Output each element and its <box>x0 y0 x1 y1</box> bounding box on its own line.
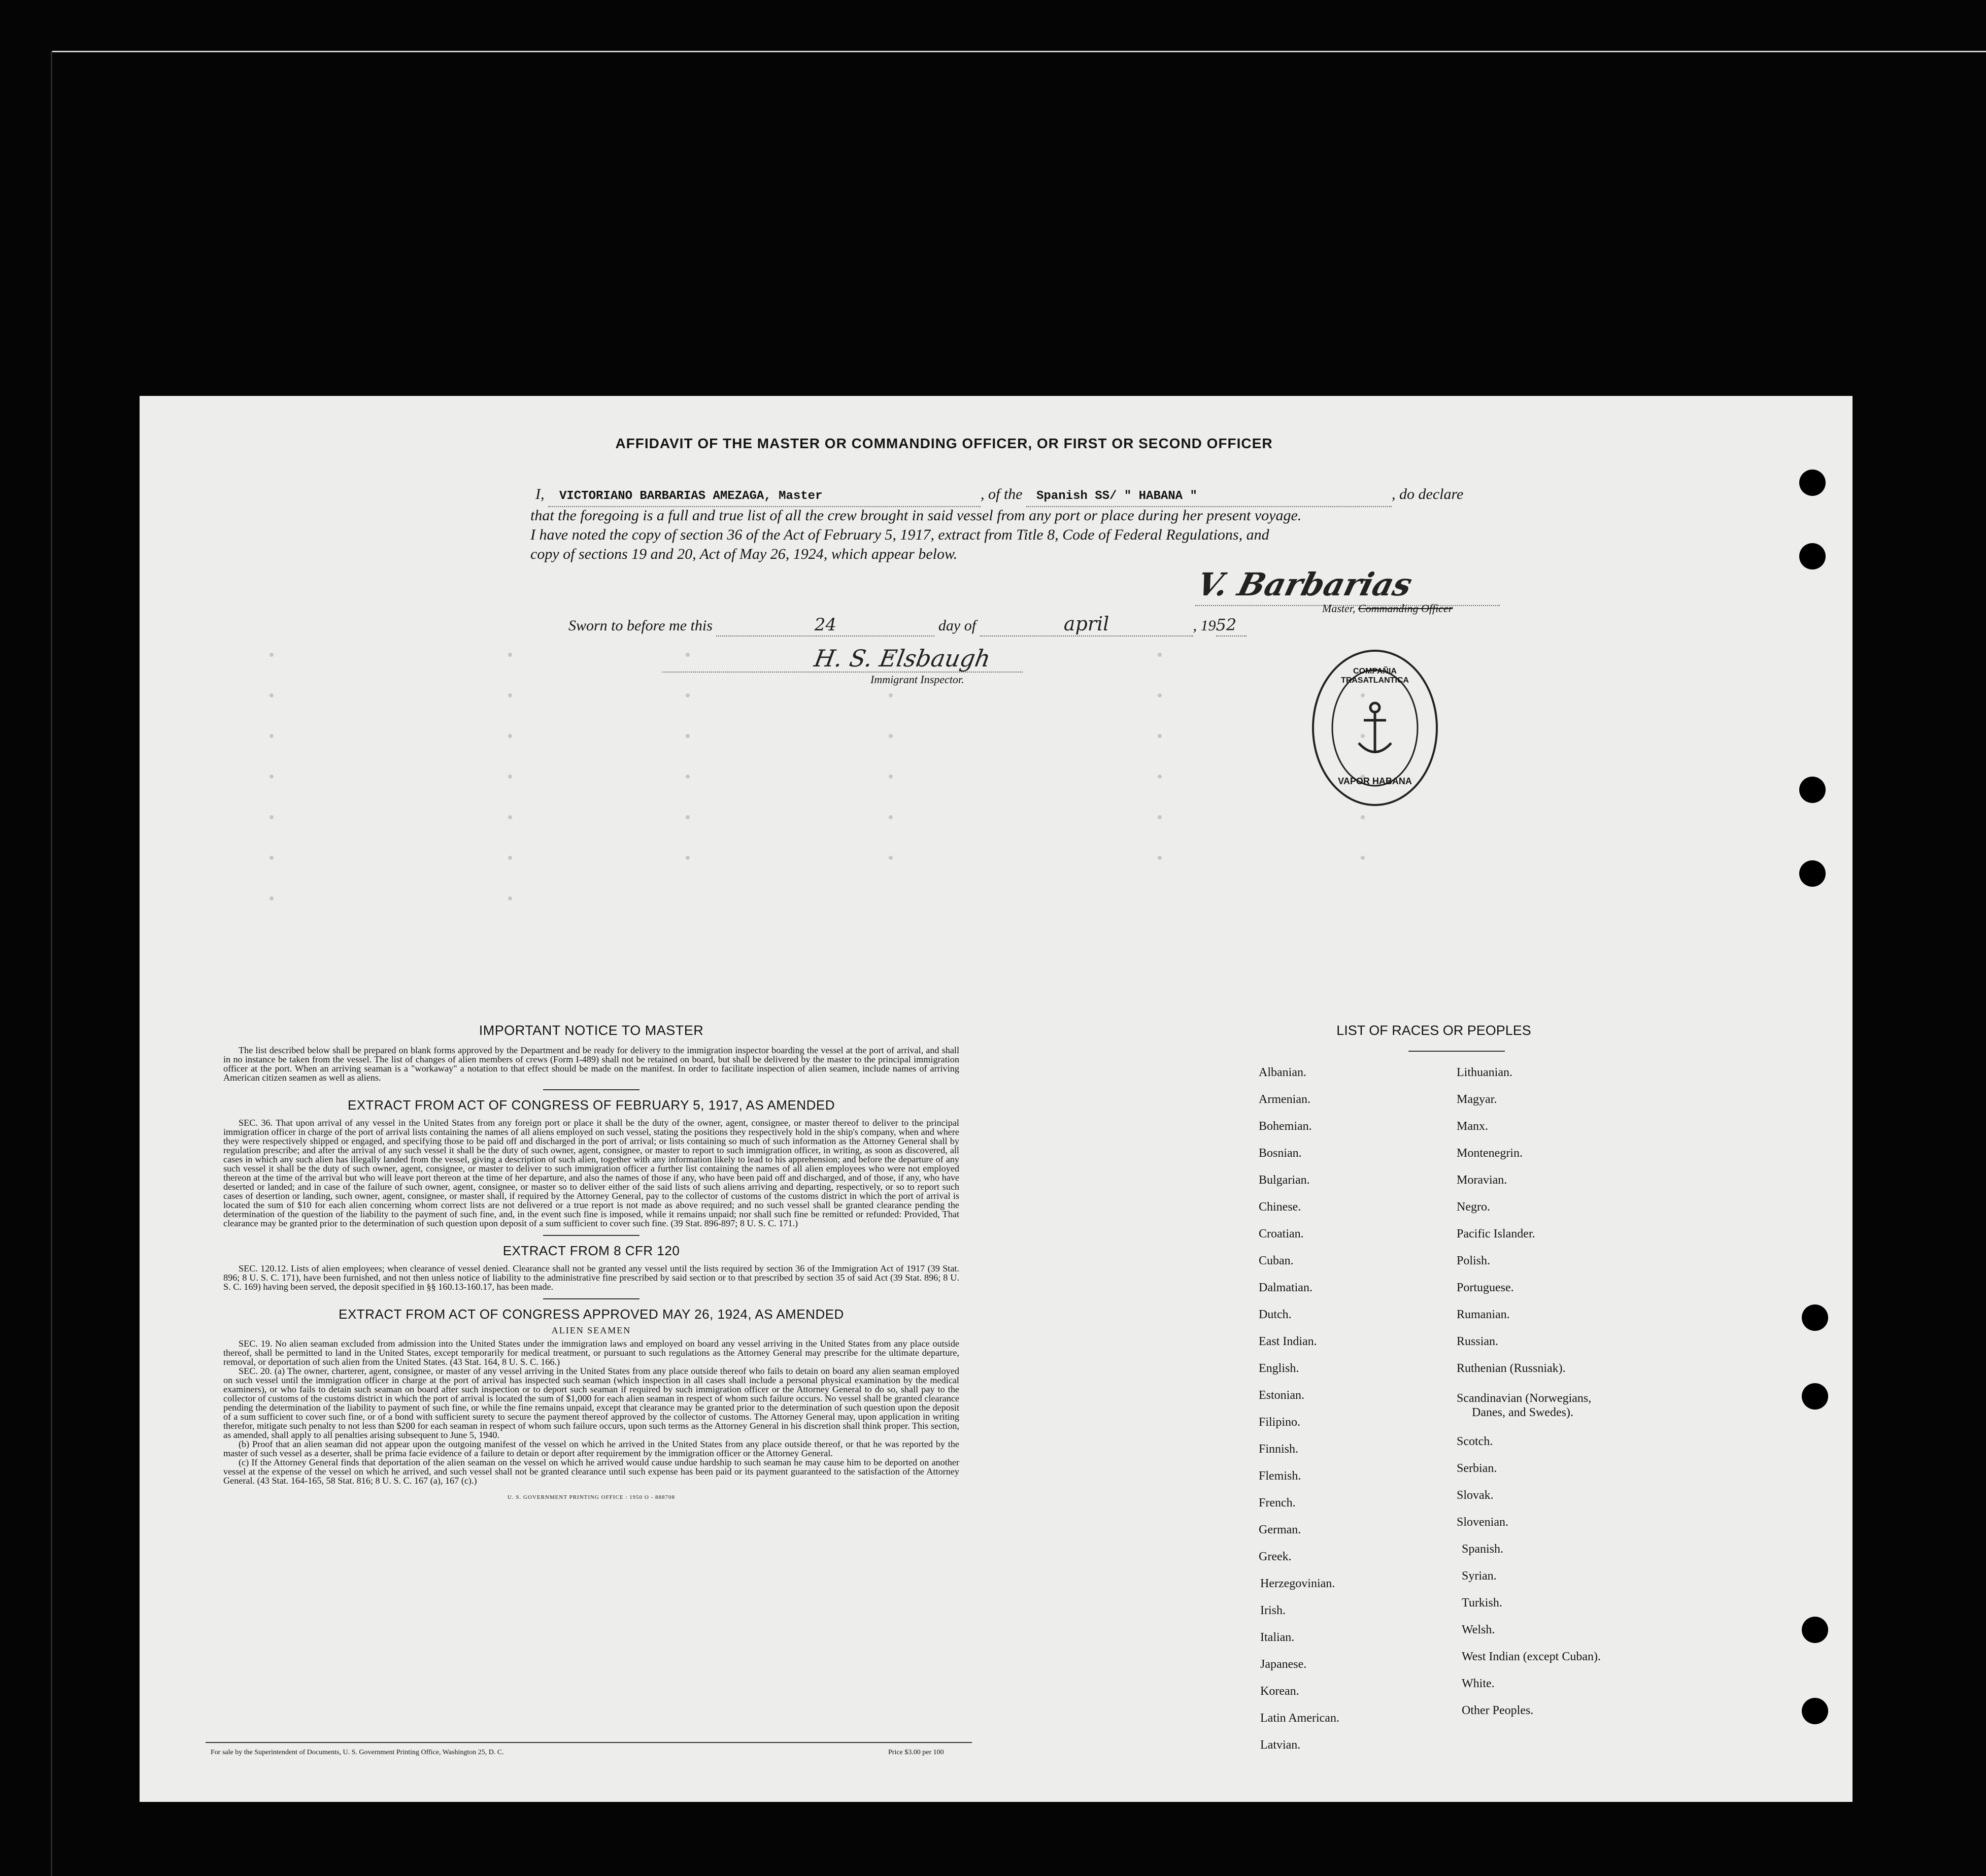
signature-caption-master: Master, <box>1322 602 1356 615</box>
race-item: Flemish. <box>1259 1469 1301 1483</box>
race-item: Moravian. <box>1457 1174 1507 1187</box>
race-item: Serbian. <box>1457 1462 1497 1475</box>
race-item: Filipino. <box>1259 1416 1301 1429</box>
punch-hole <box>1799 777 1826 803</box>
stamp-top-text: COMPAÑIA TRASATLANTICA <box>1341 667 1409 685</box>
race-item: Manx. <box>1457 1120 1488 1133</box>
race-item: Portuguese. <box>1457 1281 1514 1294</box>
race-item: Ruthenian (Russniak). <box>1457 1362 1566 1375</box>
extract-1924-sec20b: (b) Proof that an alien seaman did not appear upon the outgoing manifest of the vessel on which he arrived in the United States from any place outside thereof, or that he was reported by the master of such vessel as a deserter, shall be prima facie evidence of a failure to detain or deport after requirement by the immigration officer or the Attorney General. <box>223 1439 959 1458</box>
race-item: Albanian. <box>1259 1066 1306 1079</box>
race-item: Scotch. <box>1457 1435 1493 1448</box>
punch-hole <box>1802 1698 1828 1724</box>
race-item: Chinese. <box>1259 1200 1301 1214</box>
race-item: Negro. <box>1457 1200 1490 1214</box>
race-item: English. <box>1259 1362 1299 1375</box>
divider <box>543 1089 639 1090</box>
race-item: Danes, and Swedes). <box>1472 1406 1573 1419</box>
race-item: Japanese. <box>1260 1658 1307 1671</box>
extract-1917-text: SEC. 36. That upon arrival of any vessel in the United States from any foreign port or place it shall be the duty of the owner, agent, consignee, or master thereof to deliver to the principal immigration officer in charge of the port of arrival lists containing the names of all aliens employed on such vessel, stating the positions they respectively hold in the ship's company, when and where they were respectively shipped or engaged, and specifying those to be paid off and discharged in the port of arrival; or lists containing so much of such information as the Attorney General shall by regulation prescribe; and after the arrival of any such vessel it shall be the duty of such owner, agent, consignee, or master to report to such immigration officer, in writing, as soon as discovered, all cases in which any such alien has illegally landed from the vessel, giving a description of such alien, together with any information likely to lead to his apprehension; and before the departure of any such vessel it shall be the duty of such owner, agent, consignee, or master to deliver to such immigration officer a further list containing the names of all alien employees who were not employed thereon at the time of the arrival but who will leave port thereon at the time of her departure, and also the names of those if any, who have been paid off and discharged, and of those, if any, who have deserted or landed; and in case of the failure of such owner, agent, consignee, or master so to deliver either of the said lists of such aliens arriving and departing, respectively, or so to report such cases of desertion or landing, such owner, agent, consignee, or master shall, if required by the Attorney General, pay to the collector of customs of the customs district in which the port of arrival is located the sum of $10 for each alien concerning whom correct lists are not delivered or a true report is not made as above required; and no such vessel shall be granted clearance pending the determination of the question of the liability to the payment of such fine, and, in the event such fine is imposed, while it remains unpaid; nor shall such fine be remitted or refunded: Provided, That clearance may be granted prior to the determination of such question upon deposit of a sum sufficient to cover such fine. (39 Stat. 896-897; 8 U. S. C. 171.) <box>223 1118 959 1228</box>
race-item: Welsh. <box>1462 1623 1495 1636</box>
affidavit-do-declare: , do declare <box>1392 486 1464 502</box>
affidavit-line-4: copy of sections 19 and 20, Act of May 26, 1924, which appear below. <box>530 546 958 562</box>
race-item: Italian. <box>1260 1631 1295 1644</box>
anchor-icon <box>1359 703 1391 753</box>
race-item: Armenian. <box>1259 1093 1310 1106</box>
footer-rule <box>206 1742 972 1743</box>
punch-hole <box>1799 470 1826 496</box>
race-item: Polish. <box>1457 1254 1491 1267</box>
master-name-value: VICTORIANO BARBARIAS AMEZAGA, Master <box>559 489 823 503</box>
race-item: Montenegrin. <box>1457 1147 1523 1160</box>
race-item: Slovenian. <box>1457 1516 1508 1529</box>
race-item: Pacific Islander. <box>1457 1227 1535 1241</box>
extract-cfr-text: SEC. 120.12. Lists of alien employees; when clearance of vessel denied. Clearance shall not be granted any vessel until the lists required by section 36 of the Immigration Act of 1917 (39 Stat. 896; 8 U. S. C. 171), have been furnished, and not then unless notice of liability to the administrative fine prescribed by said section or to that prescribed by section 35 of said Act (39 Stat. 896; 8 U. S. C. 169) having been served, the deposit specified in §§ 160.13-160.17, has been made. <box>223 1263 959 1292</box>
race-item: Cuban. <box>1259 1254 1294 1267</box>
year-field <box>1216 615 1247 636</box>
race-item: Russian. <box>1457 1335 1499 1348</box>
race-item: East Indian. <box>1259 1335 1317 1348</box>
race-item: Estonian. <box>1259 1389 1304 1402</box>
race-item: Syrian. <box>1462 1569 1497 1583</box>
sworn-line <box>568 614 1482 636</box>
race-item: Magyar. <box>1457 1093 1497 1106</box>
race-item: Lithuanian. <box>1457 1066 1512 1079</box>
race-item: West Indian (except Cuban). <box>1462 1650 1601 1663</box>
footer-left: For sale by the Superintendent of Documents, U. S. Government Printing Office, Washington 25, D. C. <box>211 1749 504 1756</box>
extract-cfr-title: EXTRACT FROM 8 CFR 120 <box>502 1243 680 1258</box>
race-item: Herzegovinian. <box>1260 1577 1335 1590</box>
signature-caption-struck: Commanding Officer <box>1358 602 1453 615</box>
inspector-line <box>662 672 1023 673</box>
vessel-field <box>1026 485 1392 507</box>
affidavit-line-3: I have noted the copy of section 36 of the Act of February 5, 1917, extract from Title 8, Code of Federal Regulations, and <box>530 526 1269 543</box>
punch-hole <box>1799 543 1826 570</box>
race-item: Latvian. <box>1260 1738 1301 1752</box>
extract-1924-sec19: SEC. 19. No alien seaman excluded from admission into the United States under the immigration laws and employed on board any vessel arriving in the United States from any place outside thereof, shall be permitted to land in the United States, except temporarily for medical treatment, or pursuant to such regulations as the Attorney General may prescribe for the ultimate departure, removal, or deportation of such alien from the United States. (43 Stat. 164, 8 U. S. C. 166.) <box>223 1338 959 1367</box>
affidavit-title: AFFIDAVIT OF THE MASTER OR COMMANDING OFFICER, OR FIRST OR SECOND OFFICER <box>615 436 1273 451</box>
divider <box>543 1235 639 1236</box>
race-item: White. <box>1462 1677 1495 1690</box>
race-item: Finnish. <box>1259 1443 1299 1456</box>
punch-hole <box>1802 1383 1828 1410</box>
extract-1924-sec20a: SEC. 20. (a) The owner, charterer, agent, consignee, or master of any vessel arriving in the United States from any place outside thereof who fails to detain on board any alien seaman employed on such vessel until the immigration officer in charge at the port of arrival has inspected such seaman (which inspection in all cases shall include a personal physical examination by the medical examiners), or who fails to detain such seaman on board after such inspection or to deport such seaman if required by such immigration officer or the Attorney General to do so, shall pay to the collector of customs of the customs district in which the port of arrival is located the sum of $1,000 for each alien seaman in respect of whom such failure occurs. No vessel shall be granted clearance pending the determination of the liability to payment of such fine, or while the fine remains unpaid, except that clearance may be granted prior to the determination of such question upon the deposit of a sum sufficient to cover such fine, or of a bond with sufficient surety to secure the payment thereof approved by the collector of customs. The Attorney General may, upon application in writing therefor, mitigate such penalty to not less than $200 for each seaman in respect of whom such failure occurs, upon such terms as the Attorney General in his discretion shall think proper. This section, as amended, shall apply to all penalties arising subsequent to June 5, 1940. <box>223 1366 959 1440</box>
scan-frame-top <box>51 51 1986 52</box>
stamp-bottom-text: VAPOR HABANA <box>1338 776 1412 786</box>
extract-1924-title: EXTRACT FROM ACT OF CONGRESS APPROVED MAY 26, 1924, AS AMENDED <box>339 1306 844 1322</box>
race-item: Bosnian. <box>1259 1147 1302 1160</box>
race-item: Dalmatian. <box>1259 1281 1312 1294</box>
year-prefix: , 19 <box>1193 617 1216 634</box>
punch-hole <box>1802 1304 1828 1331</box>
race-item: Greek. <box>1259 1550 1292 1563</box>
day-field <box>716 615 934 636</box>
race-item: Irish. <box>1260 1604 1286 1617</box>
day-of-text: day of <box>938 617 977 634</box>
race-item: Latin American. <box>1260 1712 1339 1725</box>
race-item: Bohemian. <box>1259 1120 1312 1133</box>
race-item: Turkish. <box>1462 1596 1502 1610</box>
month-field <box>980 614 1193 636</box>
race-item: Dutch. <box>1259 1308 1292 1321</box>
races-title: LIST OF RACES OR PEOPLES <box>1336 1023 1531 1038</box>
year-value: 52 <box>1216 615 1237 634</box>
race-item: Rumanian. <box>1457 1308 1510 1321</box>
notice-title: IMPORTANT NOTICE TO MASTER <box>479 1023 704 1038</box>
scan-frame-left <box>51 51 52 1876</box>
race-item: Scandinavian (Norwegians, <box>1457 1392 1592 1405</box>
race-item: German. <box>1259 1523 1301 1536</box>
punch-hole <box>1802 1617 1828 1643</box>
footer-right: Price $3.00 per 100 <box>888 1749 944 1756</box>
day-value: 24 <box>814 615 836 635</box>
punch-hole <box>1799 860 1826 887</box>
vessel-value: Spanish SS/ " HABANA " <box>1036 489 1197 503</box>
notice-text: The list described below shall be prepared on blank forms approved by the Department and be ready for delivery to the immigration inspector boarding the vessel at the port of arrival, and shall in no instance be taken from the vessel. The list of changes of alien members of crews (Form I-489) shall not be retained on board, but shall be delivered by the master to the principal immigration officer at the port. When an arriving seaman is a "workaway" a notation to that effect should be made on the manifest. In order to facilitate inspection of alien seamen, include names of arriving American citizen seamen as well as aliens. <box>223 1045 959 1083</box>
extract-1917-title: EXTRACT FROM ACT OF CONGRESS OF FEBRUARY 5, 1917, AS AMENDED <box>348 1097 835 1113</box>
extract-1924-sec20c: (c) If the Attorney General finds that deportation of the alien seaman on the vessel on which he arrived would cause undue hardship to such seaman he may cause him to be deported on another vessel at the expense of the vessel on which he arrived, and such vessel shall not be granted clearance until such expense has been paid or its payment guaranteed to the satisfaction of the Attorney General. (43 Stat. 164-165, 58 Stat. 816; 8 U. S. C. 167 (a), 167 (c).) <box>223 1457 959 1486</box>
races-title-rule <box>1408 1051 1505 1052</box>
company-stamp <box>1312 650 1438 806</box>
race-item: Croatian. <box>1259 1227 1304 1241</box>
document-page <box>140 396 1853 1802</box>
divider <box>543 1298 639 1299</box>
affidavit-line-1 <box>535 485 1652 507</box>
sworn-text: Sworn to before me this <box>568 617 713 634</box>
race-item: Spanish. <box>1462 1543 1504 1556</box>
race-item: Other Peoples. <box>1462 1704 1534 1717</box>
gpo-imprint: U. S. GOVERNMENT PRINTING OFFICE : 1950 O - 888708 <box>507 1494 675 1500</box>
master-signature: V. Barbarias <box>1193 566 1416 603</box>
master-name-field <box>548 485 981 507</box>
affidavit-line-2: that the foregoing is a full and true list of all the crew brought in said vessel from any port or place during her present voyage. <box>530 507 1302 524</box>
race-item: French. <box>1259 1496 1296 1510</box>
extract-1924-subtitle: ALIEN SEAMEN <box>551 1325 631 1335</box>
notice-column <box>223 1023 959 1500</box>
race-item: Bulgarian. <box>1259 1174 1310 1187</box>
race-item: Korean. <box>1260 1685 1299 1698</box>
affidavit-of-the: , of the <box>981 486 1023 502</box>
race-item: Slovak. <box>1457 1489 1494 1502</box>
inspector-signature: H. S. Elsbaugh <box>812 645 993 672</box>
month-value: april <box>1063 613 1109 635</box>
affidavit-i: I, <box>535 486 545 502</box>
inspector-caption: Immigrant Inspector. <box>870 673 964 686</box>
